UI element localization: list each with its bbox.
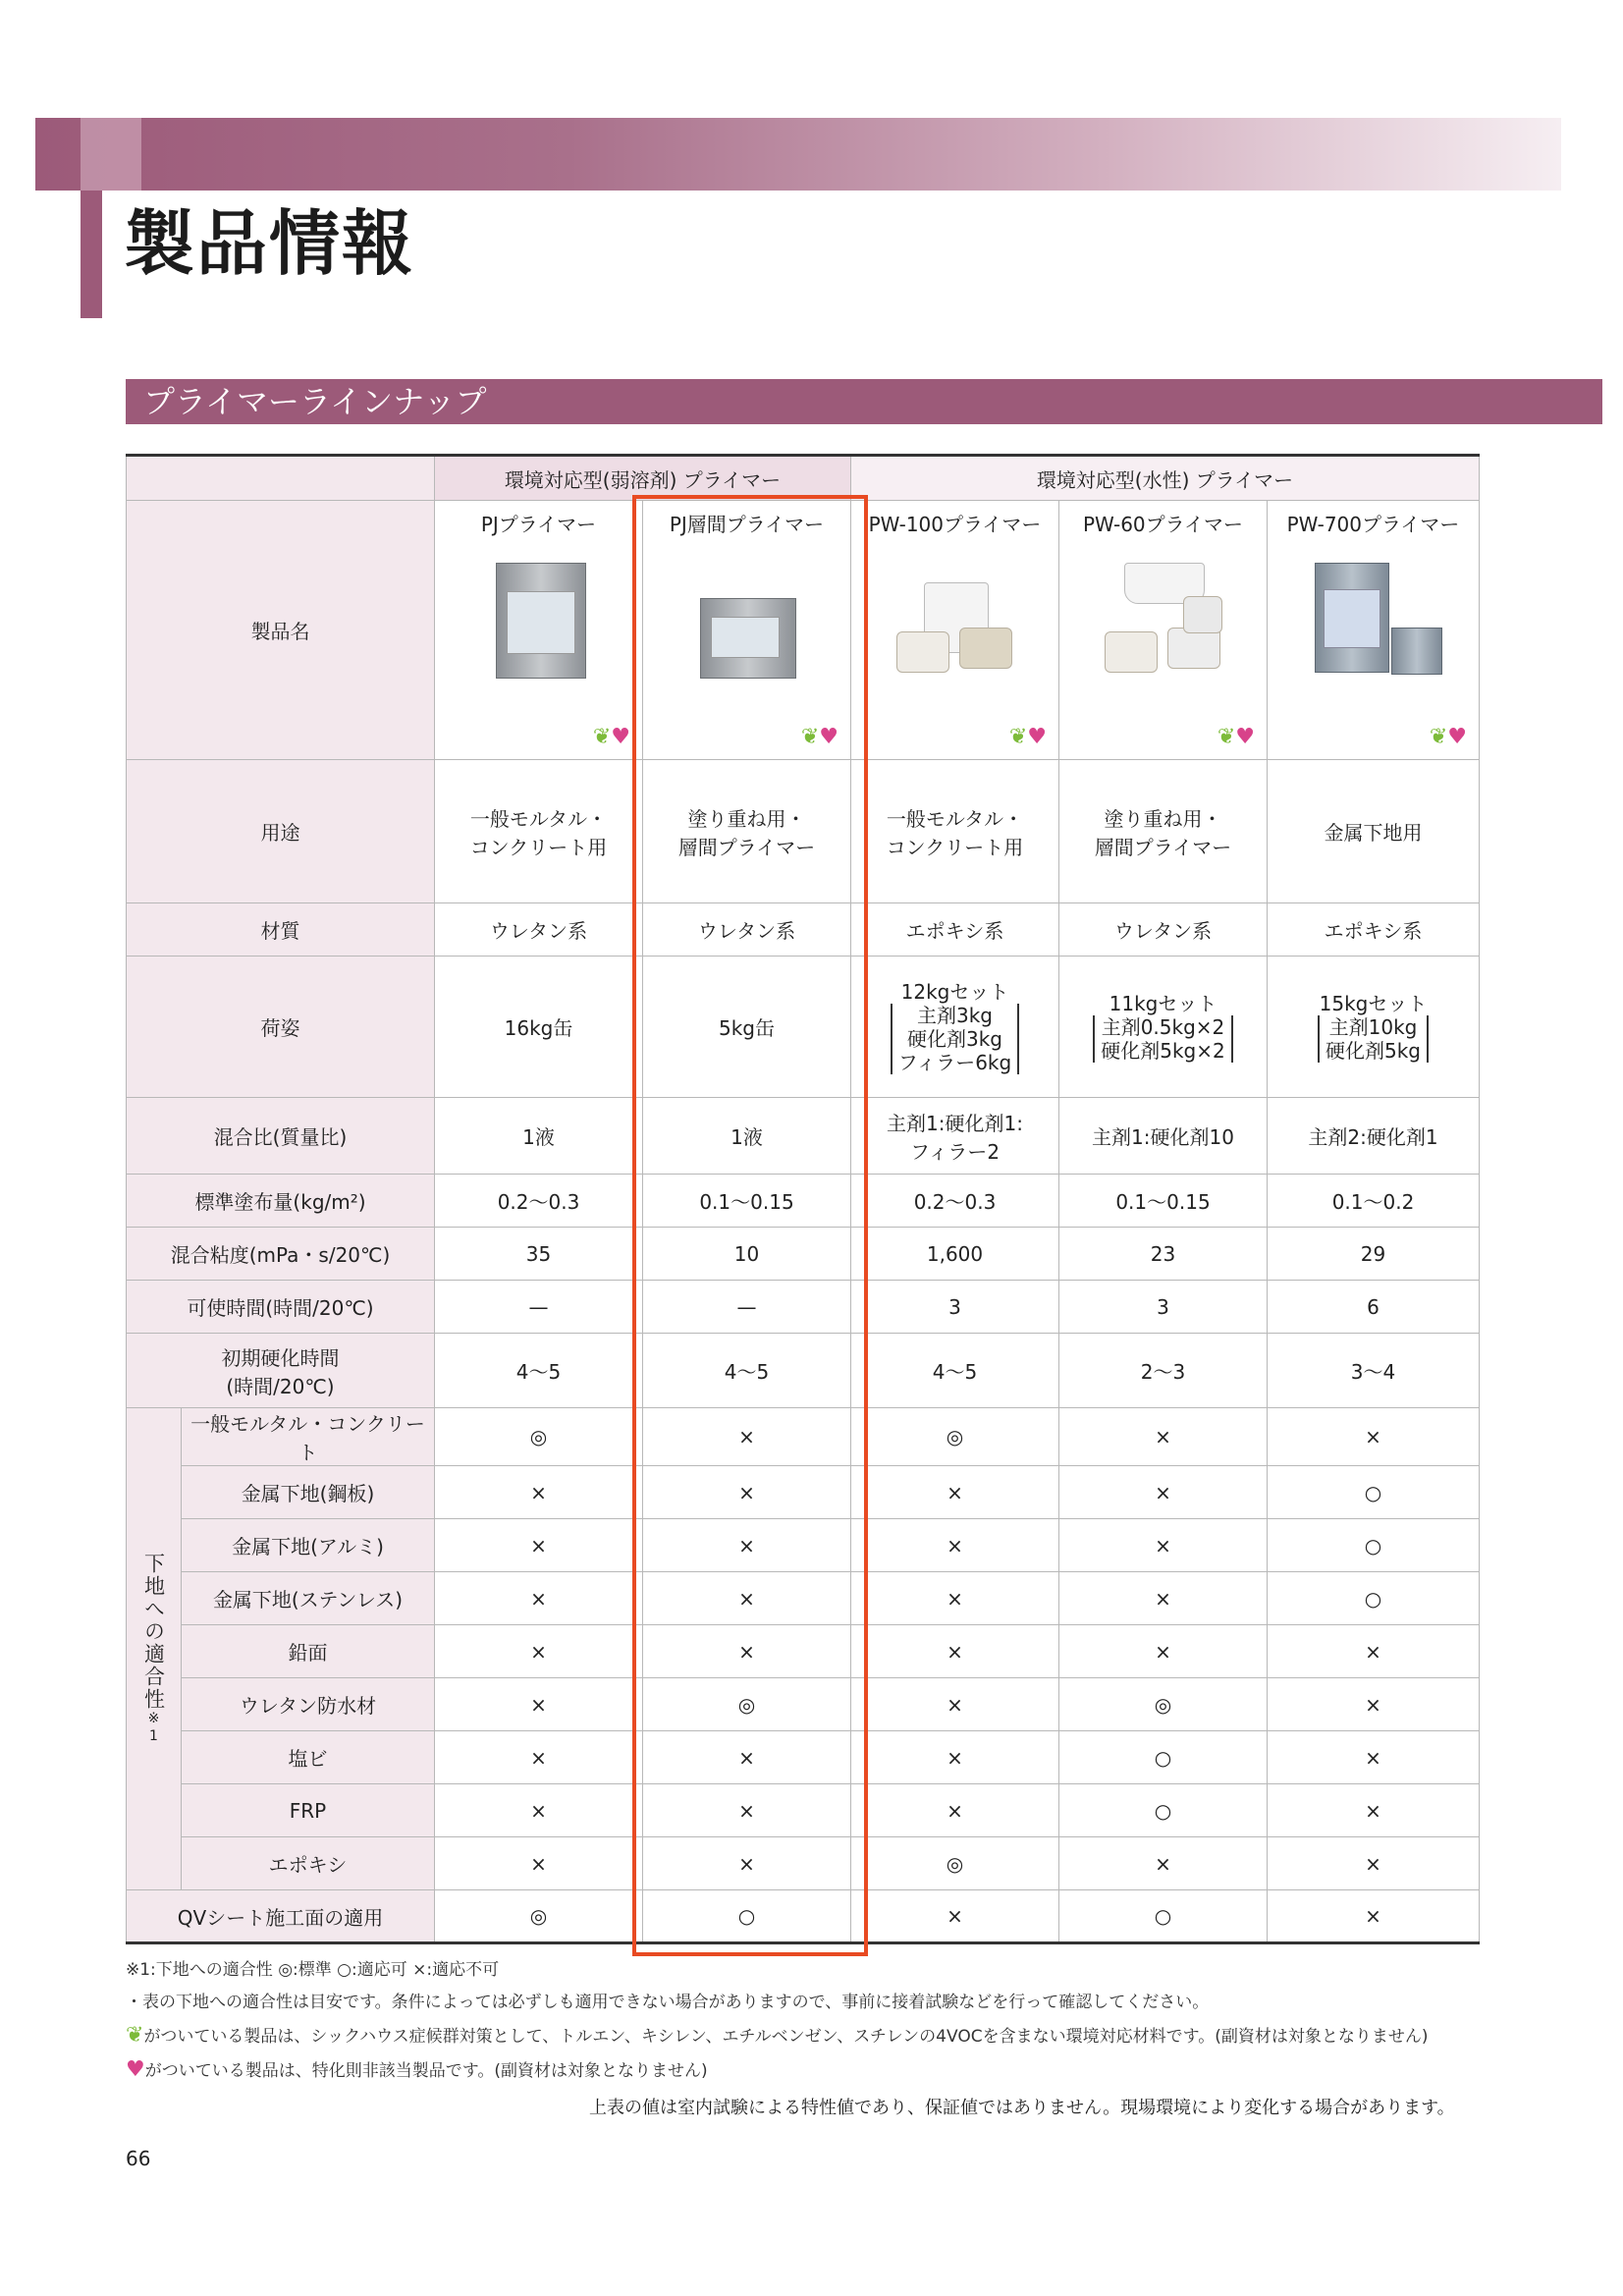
label-package: 荷姿 <box>127 957 435 1098</box>
label-use: 用途 <box>127 760 435 903</box>
product-image-pw60 <box>1105 563 1222 681</box>
primer-table-wrapper <box>126 454 1479 1944</box>
cure-cell: 3〜4 <box>1268 1334 1480 1408</box>
material-cell: エポキシ系 <box>1268 903 1480 957</box>
substrate-cell: ◎ <box>851 1408 1059 1466</box>
substrate-row <box>127 1784 1480 1837</box>
potlife-cell: 3 <box>851 1281 1059 1334</box>
potlife-cell: — <box>643 1281 851 1334</box>
cure-cell: 4〜5 <box>435 1334 643 1408</box>
substrate-cell: × <box>643 1731 851 1784</box>
label-potlife: 可使時間(時間/20℃) <box>127 1281 435 1334</box>
substrate-name: 鉛面 <box>182 1625 435 1678</box>
note-legend: ※1:下地への適合性 ◎:標準 ○:適応可 ×:適応不可 <box>126 1960 500 1980</box>
product-name: PW-100プライマー <box>868 513 1042 536</box>
product-pw100 <box>851 501 1059 760</box>
substrate-cell: ◎ <box>435 1408 643 1466</box>
potlife-cell: 3 <box>1059 1281 1268 1334</box>
viscosity-cell: 23 <box>1059 1228 1268 1281</box>
substrate-cell: × <box>1268 1408 1480 1466</box>
coverage-cell: 0.1〜0.15 <box>643 1175 851 1228</box>
substrate-cell: × <box>1059 1625 1268 1678</box>
heart-icon: ♥ <box>1027 725 1047 749</box>
use-cell: 一般モルタル・ コンクリート用 <box>851 760 1059 903</box>
heart-icon: ♥ <box>819 725 839 749</box>
substrate-name: FRP <box>182 1784 435 1837</box>
cure-cell: 2〜3 <box>1059 1334 1268 1408</box>
substrate-cell: ○ <box>1268 1466 1480 1519</box>
primer-lineup-table <box>126 454 1480 1944</box>
material-cell: ウレタン系 <box>1059 903 1268 957</box>
substrate-name: 金属下地(アルミ) <box>182 1519 435 1572</box>
substrate-cell: × <box>1059 1408 1268 1466</box>
substrate-cell: × <box>643 1784 851 1837</box>
use-row <box>127 760 1480 903</box>
label-cure: 初期硬化時間 (時間/20℃) <box>127 1334 435 1408</box>
eco-icons <box>1430 725 1467 749</box>
coverage-cell: 0.1〜0.2 <box>1268 1175 1480 1228</box>
substrate-cell: ◎ <box>851 1837 1059 1890</box>
eco-icons <box>1217 725 1255 749</box>
substrate-row <box>127 1837 1480 1890</box>
package-cell: 5kg缶 <box>643 957 851 1098</box>
material-cell: エポキシ系 <box>851 903 1059 957</box>
eco-icons <box>801 725 839 749</box>
substrate-cell: × <box>851 1678 1059 1731</box>
substrate-row <box>127 1731 1480 1784</box>
cure-cell: 4〜5 <box>851 1334 1059 1408</box>
product-name: PJプライマー <box>480 513 597 536</box>
mix-row <box>127 1098 1480 1175</box>
substrate-row <box>127 1466 1480 1519</box>
qv-row <box>127 1890 1480 1943</box>
potlife-cell: — <box>435 1281 643 1334</box>
product-pw60 <box>1059 501 1268 760</box>
substrate-cell: × <box>1059 1572 1268 1625</box>
label-coverage: 標準塗布量(kg/m²) <box>127 1175 435 1228</box>
substrate-cell: ◎ <box>643 1678 851 1731</box>
title-accent-bar <box>81 191 102 318</box>
substrate-cell: × <box>851 1731 1059 1784</box>
label-material: 材質 <box>127 903 435 957</box>
use-cell: 塗り重ね用・ 層間プライマー <box>1059 760 1268 903</box>
label-product: 製品名 <box>127 501 435 760</box>
viscosity-cell: 1,600 <box>851 1228 1059 1281</box>
substrate-row <box>127 1519 1480 1572</box>
product-image-pw100 <box>896 563 1014 681</box>
substrate-name: ウレタン防水材 <box>182 1678 435 1731</box>
product-image-pw700 <box>1315 563 1433 681</box>
substrate-row <box>127 1625 1480 1678</box>
corner-cell <box>127 456 435 501</box>
product-pj-interlayer <box>643 501 851 760</box>
package-cell: 11kgセット 主剤0.5kg×2 硬化剤5kg×2 <box>1059 957 1268 1098</box>
substrate-row <box>127 1408 1480 1466</box>
qv-cell: ○ <box>643 1890 851 1943</box>
substrate-cell: × <box>1268 1731 1480 1784</box>
viscosity-row <box>127 1228 1480 1281</box>
package-cell: 16kg缶 <box>435 957 643 1098</box>
substrate-cell: × <box>1268 1837 1480 1890</box>
coverage-cell: 0.2〜0.3 <box>851 1175 1059 1228</box>
substrate-cell: × <box>435 1731 643 1784</box>
material-row <box>127 903 1480 957</box>
cure-cell: 4〜5 <box>643 1334 851 1408</box>
header-band-stripe <box>81 118 141 191</box>
leaf-icon: ❦ <box>1217 725 1236 749</box>
disclaimer: 上表の値は室内試験による特性値であり、保証値ではありません。現場環境により変化する場合があります。 <box>589 2098 1455 2118</box>
package-row <box>127 957 1480 1098</box>
substrate-cell: × <box>1059 1466 1268 1519</box>
note-heart: ♥がついている製品は、特化則非該当製品です。(副資材は対象となりません) <box>126 2057 708 2082</box>
substrate-row <box>127 1572 1480 1625</box>
substrate-cell: × <box>435 1519 643 1572</box>
substrate-cell: × <box>1268 1678 1480 1731</box>
leaf-icon: ❦ <box>800 725 820 749</box>
use-cell: 塗り重ね用・ 層間プライマー <box>643 760 851 903</box>
qv-cell: ○ <box>1059 1890 1268 1943</box>
mix-cell: 1液 <box>643 1098 851 1175</box>
product-pw700 <box>1268 501 1480 760</box>
substrate-cell: × <box>851 1519 1059 1572</box>
eco-icons <box>1009 725 1047 749</box>
page-title: 製品情報 <box>124 202 415 285</box>
substrate-cell: × <box>1059 1519 1268 1572</box>
mix-cell: 主剤2:硬化剤1 <box>1268 1098 1480 1175</box>
substrate-name: 塩ビ <box>182 1731 435 1784</box>
leaf-icon: ❦ <box>592 725 612 749</box>
mix-cell: 主剤1:硬化剤1: フィラー2 <box>851 1098 1059 1175</box>
label-viscosity: 混合粘度(mPa・s/20℃) <box>127 1228 435 1281</box>
page-number: 66 <box>126 2147 151 2170</box>
substrate-cell: × <box>851 1784 1059 1837</box>
substrate-cell: × <box>643 1625 851 1678</box>
substrate-cell: × <box>851 1466 1059 1519</box>
substrate-cell: × <box>643 1837 851 1890</box>
substrate-cell: ○ <box>1059 1784 1268 1837</box>
substrate-cell: × <box>435 1784 643 1837</box>
use-cell: 金属下地用 <box>1268 760 1480 903</box>
heart-icon: ♥ <box>1447 725 1468 749</box>
heart-icon: ♥ <box>1235 725 1255 749</box>
substrate-cell: ◎ <box>1059 1678 1268 1731</box>
product-row <box>127 501 1480 760</box>
substrate-name: 金属下地(鋼板) <box>182 1466 435 1519</box>
product-pj <box>435 501 643 760</box>
substrate-cell: ○ <box>1059 1731 1268 1784</box>
note-guideline: ・表の下地への適合性は目安です。条件によっては必ずしも適用できない場合がありますので、事前に接着試験などを行って確認してください。 <box>126 1993 1210 2012</box>
coverage-row <box>127 1175 1480 1228</box>
eco-icons <box>593 725 630 749</box>
leaf-icon: ❦ <box>1429 725 1448 749</box>
leaf-icon: ❦ <box>126 2023 144 2048</box>
product-name: PW-700プライマー <box>1286 513 1460 536</box>
mix-cell: 主剤1:硬化剤10 <box>1059 1098 1268 1175</box>
qv-cell: × <box>1268 1890 1480 1943</box>
coverage-cell: 0.2〜0.3 <box>435 1175 643 1228</box>
label-substrate-group: 下地への適合性※1 <box>127 1408 182 1890</box>
substrate-cell: × <box>1059 1837 1268 1890</box>
product-image-pj <box>480 563 598 681</box>
substrate-cell: × <box>435 1837 643 1890</box>
substrate-name: 金属下地(ステンレス) <box>182 1572 435 1625</box>
notes <box>126 1954 1428 2088</box>
label-qv: QVシート施工面の適用 <box>127 1890 435 1943</box>
section-title: プライマーラインナップ <box>126 379 1602 424</box>
header-band <box>35 118 1561 191</box>
cure-row <box>127 1334 1480 1408</box>
substrate-cell: × <box>435 1466 643 1519</box>
substrate-cell: × <box>1268 1625 1480 1678</box>
substrate-row <box>127 1678 1480 1731</box>
substrate-name: 一般モルタル・コンクリート <box>182 1408 435 1466</box>
label-mix: 混合比(質量比) <box>127 1098 435 1175</box>
use-cell: 一般モルタル・ コンクリート用 <box>435 760 643 903</box>
note-leaf: ❦がついている製品は、シックハウス症候群対策として、トルエン、キシレン、エチルベンゼン、スチレンの4VOCを含まない環境対応材料です。(副資材は対象となりません) <box>126 2023 1429 2048</box>
leaf-icon: ❦ <box>1008 725 1028 749</box>
qv-cell: × <box>851 1890 1059 1943</box>
package-cell: 15kgセット 主剤10kg 硬化剤5kg <box>1268 957 1480 1098</box>
potlife-row <box>127 1281 1480 1334</box>
substrate-cell: ○ <box>1268 1572 1480 1625</box>
viscosity-cell: 29 <box>1268 1228 1480 1281</box>
heart-icon: ♥ <box>126 2057 145 2082</box>
coverage-cell: 0.1〜0.15 <box>1059 1175 1268 1228</box>
material-cell: ウレタン系 <box>643 903 851 957</box>
mix-cell: 1液 <box>435 1098 643 1175</box>
substrate-cell: × <box>1268 1784 1480 1837</box>
substrate-cell: × <box>643 1519 851 1572</box>
substrate-name: エポキシ <box>182 1837 435 1890</box>
substrate-cell: × <box>643 1408 851 1466</box>
group-water: 環境対応型(水性) プライマー <box>851 456 1480 501</box>
substrate-cell: × <box>435 1572 643 1625</box>
substrate-cell: × <box>643 1572 851 1625</box>
qv-cell: ◎ <box>435 1890 643 1943</box>
substrate-cell: ○ <box>1268 1519 1480 1572</box>
substrate-cell: × <box>851 1572 1059 1625</box>
material-cell: ウレタン系 <box>435 903 643 957</box>
potlife-cell: 6 <box>1268 1281 1480 1334</box>
substrate-cell: × <box>851 1625 1059 1678</box>
substrate-cell: × <box>435 1678 643 1731</box>
package-cell: 12kgセット 主剤3kg 硬化剤3kg フィラー6kg <box>851 957 1059 1098</box>
product-name: PW-60プライマー <box>1082 513 1244 536</box>
group-solvent: 環境対応型(弱溶剤) プライマー <box>435 456 851 501</box>
product-name: PJ層間プライマー <box>669 513 825 536</box>
product-image-pj-interlayer <box>688 563 806 681</box>
group-header-row <box>127 456 1480 501</box>
substrate-cell: × <box>643 1466 851 1519</box>
substrate-cell: × <box>435 1625 643 1678</box>
heart-icon: ♥ <box>611 725 630 749</box>
viscosity-cell: 10 <box>643 1228 851 1281</box>
viscosity-cell: 35 <box>435 1228 643 1281</box>
